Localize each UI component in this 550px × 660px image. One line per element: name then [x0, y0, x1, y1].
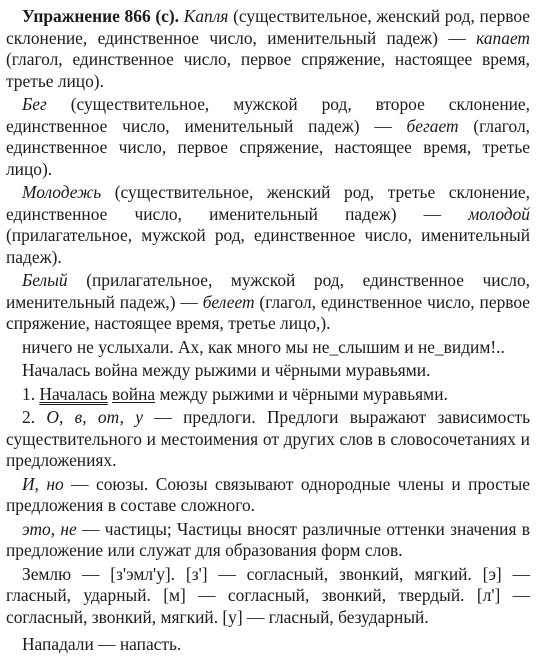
paragraph-sentence — [6, 360, 530, 382]
analysis-molodezh: (существительное, женский род, третье склонение, единственное число, именительный падеж) — — [6, 182, 530, 224]
word-kapaet: капает — [476, 27, 530, 48]
word-molodoy: молодой — [468, 203, 530, 224]
word-begaet: бегает — [406, 115, 459, 136]
paragraph-quote — [6, 337, 530, 359]
paragraph-morpheme — [6, 634, 530, 656]
predicate-word: Началась — [39, 383, 108, 404]
paragraph-parse — [6, 384, 530, 406]
word-kaplya: Капля — [183, 6, 229, 26]
paragraph-particles — [6, 519, 530, 562]
analysis-molodoy: (прилагательное, мужской род, единственное число, именительный падеж). — [6, 225, 530, 267]
prepositions-text: — предлоги. Предлоги выражают зависимость существительного и местоимения от других слов в словосочетаниях и предложениях. — [6, 407, 531, 470]
quote-gap-2: _ — [434, 336, 444, 357]
quote-part-c: видим!.. — [443, 336, 505, 357]
analysis-begaet: (глагол, единственное число, первое спряжение, настоящее время, третье лицо). — [6, 115, 530, 179]
quote-part-a: ничего не услыхали. Ах, как много мы не — [22, 336, 330, 357]
analysis-belyy: (прилагательное, мужской род, единственное число, именительный падеж,) — — [6, 270, 530, 312]
analysis-beg: (существительное, мужской род, второе склонение, единственное число, именительный падеж) — — [6, 94, 530, 136]
particles-text: — частицы; Частицы вносят различные оттенки значения в предложение или служат для образования форм слов. — [6, 518, 530, 560]
analysis-kaplya: (существительное, женский род, первое склонение, единственное число, именительный падеж) — — [6, 6, 530, 48]
item-number-1: 1. — [22, 383, 40, 404]
paragraph-beg — [6, 94, 530, 180]
sentence-text: Началась война между рыжими и чёрными муравьями. — [22, 360, 431, 380]
analysis-kapaet: (глагол, единственное число, первое спряжение, настоящее время, третье лицо). — [6, 49, 530, 91]
exercise-heading: Упражнение 866 (с). — [22, 6, 180, 26]
paragraph-kaplya — [6, 6, 530, 92]
paragraph-phonetics — [6, 564, 530, 629]
conjunctions-text: — союзы. Союзы связывают однородные члены и простые предложения в составе сложного. — [6, 473, 530, 515]
analysis-beleet: (глагол, единственное число, первое спряжение, настоящее время, третье лицо,). — [6, 291, 530, 333]
item-number-2: 2. — [22, 407, 47, 427]
conjunctions-list: И, но — [22, 473, 64, 494]
paragraph-molodezh — [6, 182, 530, 268]
paragraph-belyy — [6, 270, 530, 335]
paragraph-conjunctions — [6, 474, 530, 517]
subject-word: война — [112, 383, 156, 404]
phonetics-text: Землю — [з'эмл'у]. [з'] — согласный, звонкий, мягкий. [э] — гласный, ударный. [м] — согласный, звонкий, твердый. [л'] — согласный, звонкий, мягкий. [у] — гласный, безударный. — [6, 563, 530, 627]
particles-list: это, не — [22, 518, 77, 539]
quote-gap-1: _ — [329, 336, 339, 357]
word-belyy: Белый — [22, 270, 68, 290]
word-beg: Бег — [22, 94, 47, 114]
parse-rest: между рыжими и чёрными муравьями. — [155, 383, 448, 404]
exercise-page — [6, 6, 530, 660]
prepositions-list: О, в, от, у — [46, 407, 144, 427]
quote-part-b: слышим и не — [338, 336, 435, 357]
morpheme-text: Нападали — напасть. — [22, 634, 182, 654]
word-beleet: белеет — [202, 291, 255, 312]
word-molodezh: Молодежь — [22, 182, 102, 202]
paragraph-prepositions — [6, 407, 530, 472]
